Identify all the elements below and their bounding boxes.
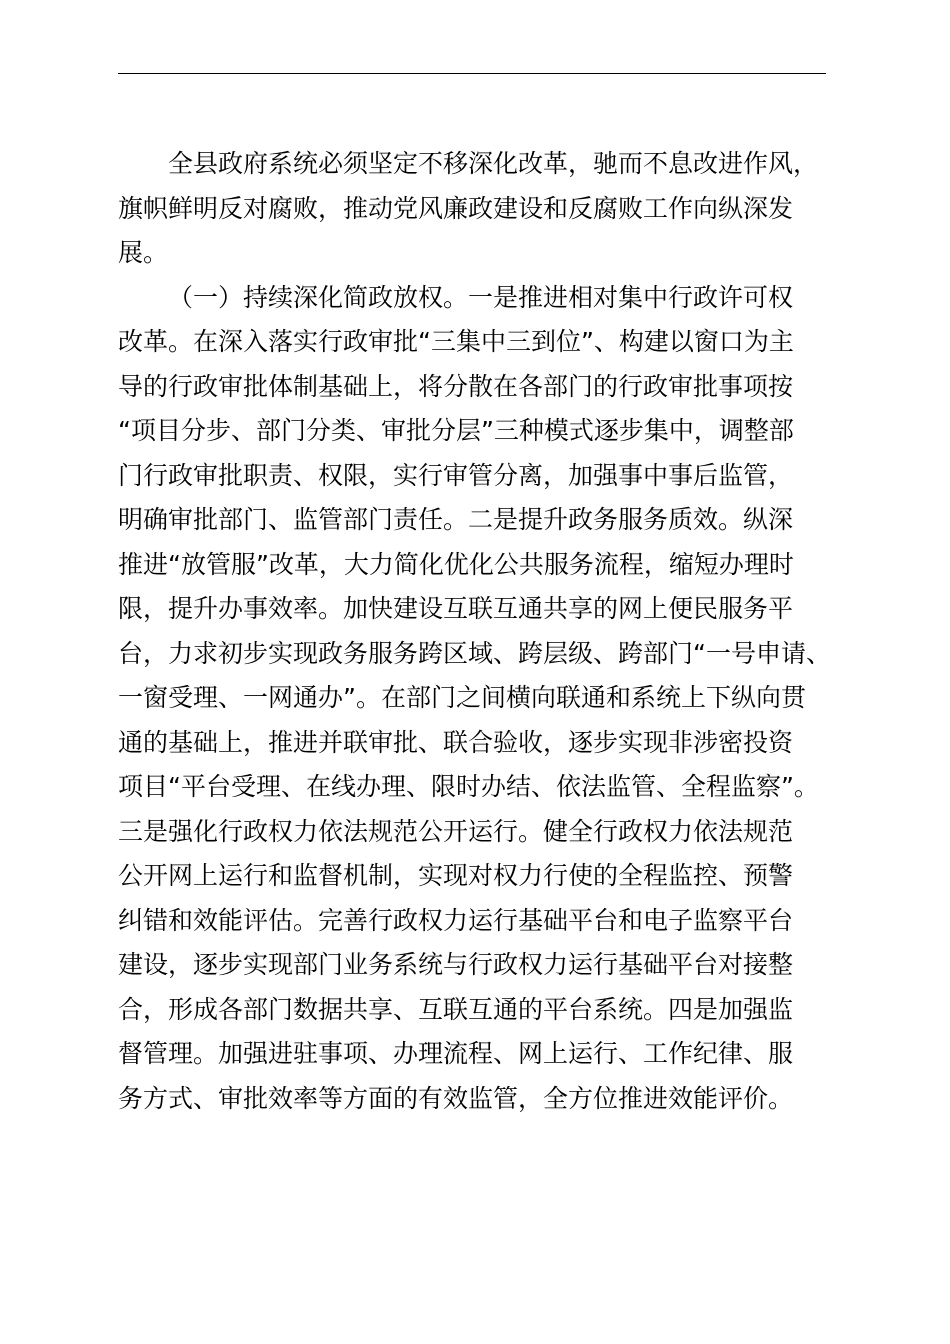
paragraph-line: 旗帜鲜明反对腐败，推动党风廉政建设和反腐败工作向纵深发 bbox=[118, 193, 794, 223]
paragraph-line: 纠错和效能评估。完善行政权力运行基础平台和电子监察平台 bbox=[118, 905, 794, 935]
paragraph-line: 台，力求初步实现政务服务跨区域、跨层级、跨部门“一号申请、 bbox=[118, 638, 831, 668]
section-heading-line: （一）持续深化简政放权。一是推进相对集中行政许可权 bbox=[168, 282, 794, 312]
paragraph-line: 通的基础上，推进并联审批、联合验收，逐步实现非涉密投资 bbox=[118, 727, 794, 757]
paragraph-line: 三是强化行政权力依法规范公开运行。健全行政权力依法规范 bbox=[118, 816, 794, 846]
paragraph-line: 推进“放管服”改革，大力简化优化公共服务流程，缩短办理时 bbox=[118, 549, 794, 579]
paragraph-line: 限，提升办事效率。加快建设互联互通共享的网上便民服务平 bbox=[118, 594, 794, 623]
paragraph-line: 展。 bbox=[118, 238, 169, 267]
paragraph-line: 改革。在深入落实行政审批“三集中三到位”、构建以窗口为主 bbox=[118, 327, 794, 356]
paragraph-line: 督管理。加强进驻事项、办理流程、网上运行、工作纪律、服 bbox=[118, 1039, 794, 1068]
paragraph-line: 项目“平台受理、在线办理、限时办结、依法监管、全程监察”。 bbox=[118, 772, 819, 801]
document-body bbox=[118, 142, 838, 1121]
paragraph-line: 务方式、审批效率等方面的有效监管，全方位推进效能评价。 bbox=[118, 1083, 794, 1113]
paragraph-line: 建设，逐步实现部门业务系统与行政权力运行基础平台对接整 bbox=[118, 950, 794, 979]
paragraph-line: 一窗受理、一网通办”。在部门之间横向联通和系统上下纵向贯 bbox=[118, 683, 806, 712]
paragraph-line: 合，形成各部门数据共享、互联互通的平台系统。四是加强监 bbox=[118, 994, 794, 1024]
paragraph-line: 明确审批部门、监管部门责任。二是提升政务服务质效。纵深 bbox=[118, 505, 794, 534]
paragraph-line: “项目分步、部门分类、审批分层”三种模式逐步集中，调整部 bbox=[118, 416, 794, 445]
paragraph-line: 门行政审批职责、权限，实行审管分离，加强事中事后监管， bbox=[118, 460, 794, 490]
header-rule bbox=[118, 73, 826, 74]
paragraph-line: 公开网上运行和监督机制，实现对权力行使的全程监控、预警 bbox=[118, 861, 794, 890]
paragraph-line: 全县政府系统必须坚定不移深化改革，驰而不息改进作风， bbox=[168, 149, 819, 178]
paragraph-line: 导的行政审批体制基础上，将分散在各部门的行政审批事项按 bbox=[118, 371, 794, 401]
